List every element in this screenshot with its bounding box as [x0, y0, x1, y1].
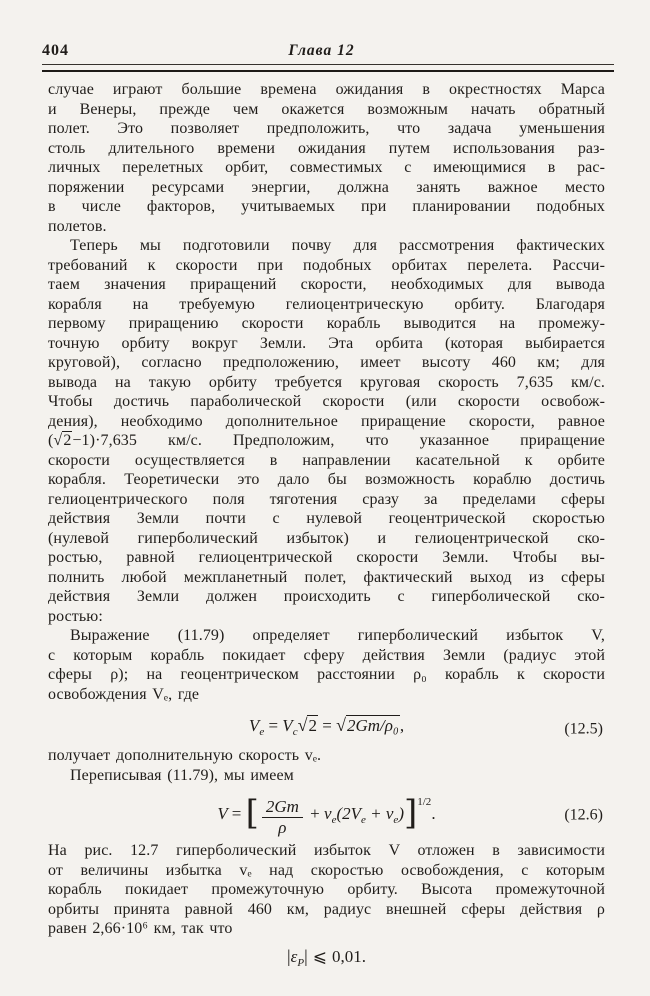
equals-sign: =: [322, 715, 332, 735]
exponent-one-half: 1/2: [417, 796, 432, 809]
period: .: [431, 804, 436, 824]
text-line: дения), необходимо дополнительное приращение скорости, равное: [48, 412, 605, 430]
var-v: v: [324, 804, 332, 824]
text-line: корабль покидает промежуточную орбиту. Высота промежуточной: [48, 881, 605, 898]
equation-12-5: [48, 712, 605, 746]
running-head-row: [42, 42, 614, 62]
text-line: орбиты принята равной 460 км, радиус внешней сферы действия ρ: [48, 900, 605, 918]
equation-number: (12.5): [564, 720, 603, 738]
plus-term: + v: [370, 804, 394, 824]
text-line: корабля. Теоретически это дало бы возможность кораблю достичь: [48, 471, 605, 488]
radicand: 2: [308, 715, 317, 735]
paragraph: [48, 626, 605, 704]
text-line: требований к скорости при подобных орбитах перелета. Рассчи-: [48, 256, 605, 274]
text-line: поряжении ресурсами энергии, должна занять важное место: [48, 178, 605, 196]
equals-sign: =: [231, 804, 242, 824]
body-text: [48, 80, 605, 974]
text-line: ростью:: [48, 607, 103, 625]
text-line: корабля на требуемую гелиоцентрическую орбиту. Благодаря: [48, 295, 605, 313]
radical-sign: √: [297, 714, 308, 735]
paragraph: [48, 746, 605, 766]
less-equal-sign: ⩽: [312, 947, 327, 968]
equation-number: (12.6): [564, 806, 603, 824]
equation-12-5-body: [249, 716, 404, 743]
text-line: скорости осуществляется в направлении касательной к орбите: [48, 451, 605, 469]
var-epsilon: ε: [290, 947, 298, 967]
text-line: круговой), согласно предположению, имеет высоту 460 км; для: [48, 354, 605, 371]
radical-open: (√: [48, 432, 63, 449]
radicand: 2Gm/ρ₀: [346, 715, 399, 735]
line-remainder: −1)·7,635 км/с. Предположим, что указанное приращение: [72, 432, 605, 449]
text-line: первому приращению скорости корабль выводится на промежу-: [48, 315, 605, 332]
paren-close: ): [398, 804, 404, 824]
subscript-e: e: [259, 725, 265, 738]
value: 0,01.: [331, 947, 366, 967]
text-line: в числе факторов, учитываемых при планировании подобных: [48, 198, 605, 215]
equals-sign: =: [268, 715, 279, 735]
text-line: Теперь мы подготовили почву для рассмотрения фактических: [70, 237, 605, 254]
plus-sign: +: [310, 804, 320, 824]
text-line: и Венеры, прежде чем окажется возможным начать обратный: [48, 100, 605, 118]
text-line: Переписывая (11.79), мы имеем: [70, 766, 294, 784]
text-line: с которым корабль покидает сферу действия Земли (радиус этой: [48, 646, 605, 664]
equation-epsilon-body: [287, 947, 366, 974]
equation-12-6: [48, 789, 605, 841]
fraction: [262, 798, 303, 837]
fraction-numerator: 2Gm: [262, 798, 303, 818]
var-V: V: [248, 715, 260, 735]
text-line: действия Земли почти с нулевой геоцентрической скоростью: [48, 510, 605, 527]
paragraph: [48, 80, 605, 236]
equation-12-6-body: [217, 793, 435, 837]
text-line: (нулевой гиперболический избыток) и гелиоцентрической ско-: [48, 529, 605, 547]
text-line: получает дополнительную скорость vₑ.: [48, 747, 322, 764]
var-V: V: [217, 804, 228, 824]
subscript-e: e: [393, 814, 399, 827]
subscript-e: e: [331, 814, 337, 827]
text-line: вывода на такую орбиту требуется круговая скорость 7,635 км/с.: [48, 373, 605, 391]
text-line: действия Земли должен происходить с гиперболической ско-: [48, 588, 605, 605]
paragraph: [48, 236, 605, 626]
paragraph: [48, 766, 605, 786]
text-line: полетов.: [48, 217, 107, 235]
fraction-denominator: ρ: [278, 818, 287, 838]
page-number: 404: [42, 42, 69, 59]
text-line: личных перелетных орбит, совместимых с имеющимися в рас-: [48, 159, 605, 176]
abs-bar: |: [287, 946, 291, 967]
paragraph: [48, 841, 605, 939]
text-line-with-radical: [48, 431, 605, 451]
text-line: сферы ρ); на геоцентрическом расстоянии ρ₀ корабль к скорости: [48, 666, 605, 683]
radical-sign: √: [336, 714, 346, 735]
text-line: от величины избытка vₑ над скоростью освобождения, с которым: [48, 861, 605, 879]
text-line: случае играют большие времена ожидания в окрестностях Марса: [48, 81, 605, 98]
right-bracket: ]: [403, 793, 418, 834]
subscript-e: e: [361, 814, 366, 827]
text-line: гелиоцентрического поля тяготения сразу за пределами сферы: [48, 490, 605, 508]
comma: ,: [399, 715, 405, 735]
text-line: столь длительного времени ожидания путем использования раз-: [48, 139, 605, 157]
text-line: Чтобы достичь параболической скорости (или скорости освобож-: [48, 393, 605, 410]
chapter-header: Глава 12: [288, 42, 355, 59]
text-line: Выражение (11.79) определяет гиперболический избыток V,: [70, 627, 605, 644]
header-rule: [42, 64, 614, 72]
text-line: равен 2,66·10⁶ км, так что: [48, 920, 233, 937]
paren-open-term: (2V: [336, 804, 361, 824]
radicand: 2: [63, 432, 72, 449]
var-V: V: [282, 715, 293, 735]
text-line: полет. Это позволяет предположить, что задача уменьшения: [48, 120, 605, 137]
subscript-c: c: [292, 725, 298, 738]
text-line: освобождения Vₑ, где: [48, 685, 200, 703]
subscript-P: P: [297, 957, 305, 970]
text-line: таем значения приращений скорости, необходимых для вывода: [48, 276, 605, 293]
text-line: точную орбиту вокруг Земли. Эта орбита (которая выбирается: [48, 334, 605, 352]
text-line: На рис. 12.7 гиперболический избыток V отложен в зависимости: [48, 842, 605, 859]
running-head: [42, 42, 614, 72]
equation-epsilon: [48, 948, 605, 974]
text-line: полнить любой межпланетный полет, фактический выход из сферы: [48, 568, 605, 586]
left-bracket: [: [245, 793, 259, 834]
abs-bar: |: [304, 946, 308, 967]
text-line: ростью, равной гелиоцентрической скорости Земли. Чтобы вы-: [48, 549, 605, 566]
